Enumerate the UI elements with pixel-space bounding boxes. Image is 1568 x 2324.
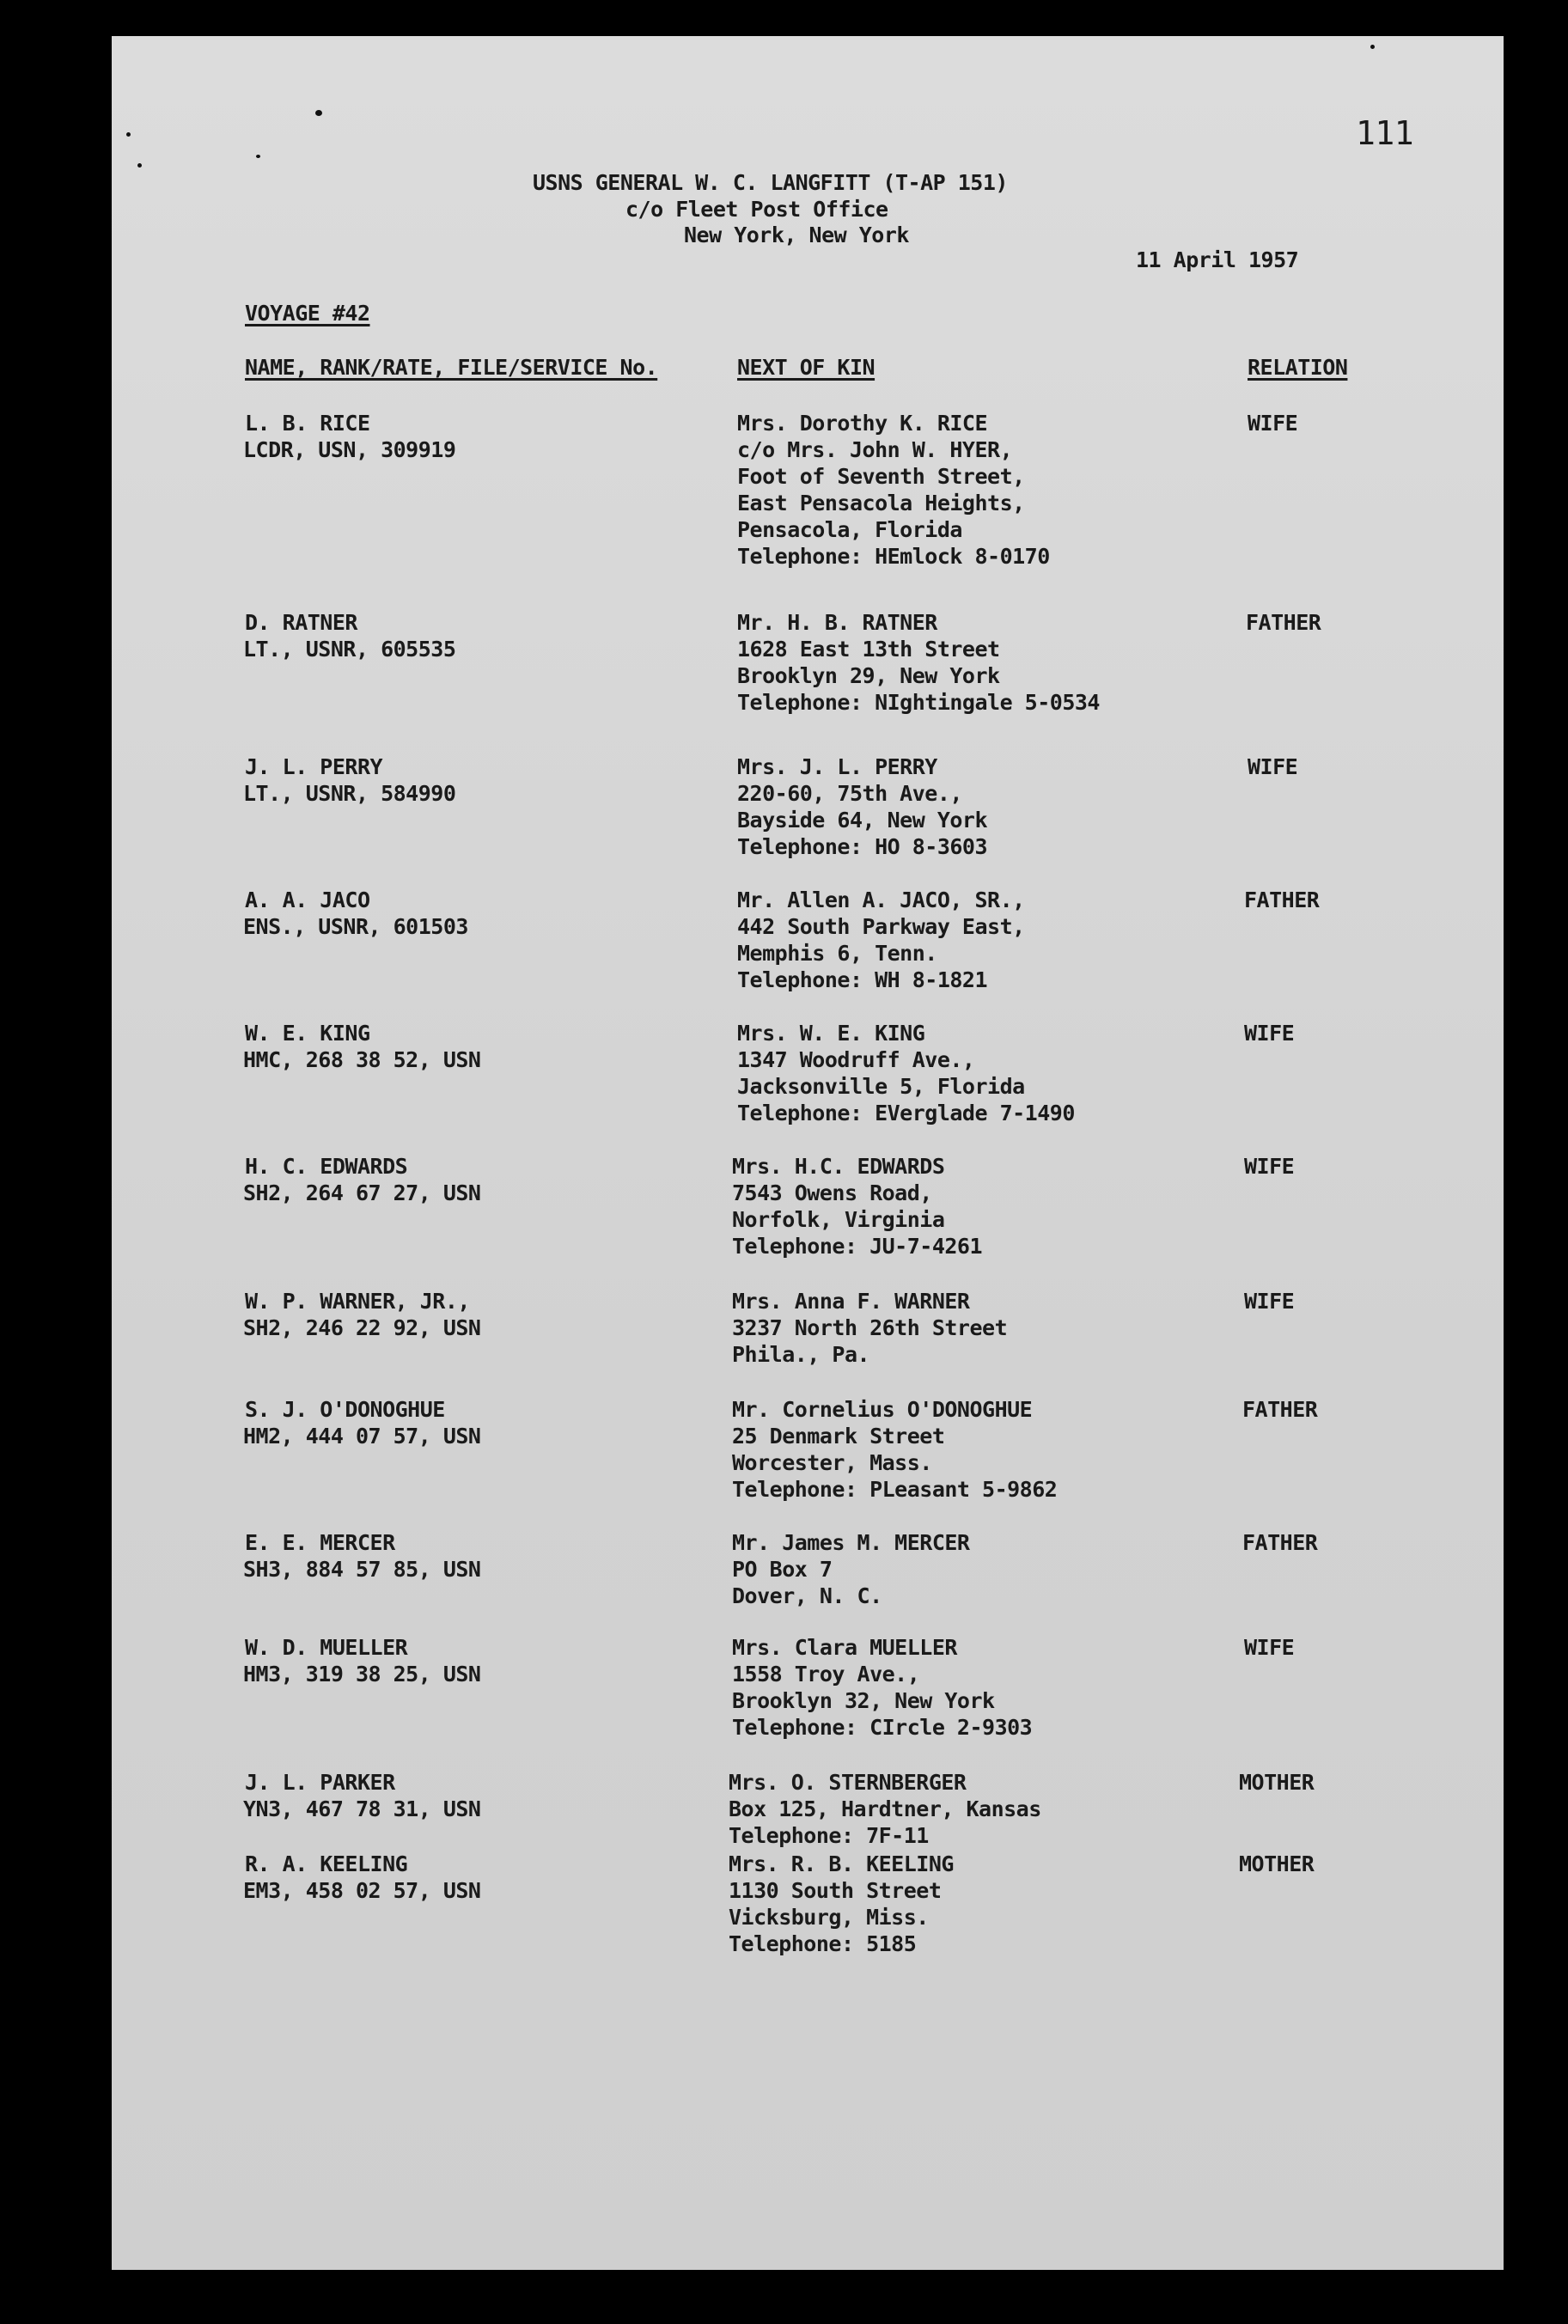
entry-next-of-kin-line: Brooklyn 32, New York [732,1688,995,1713]
entry-next-of-kin-line: Telephone: 5185 [729,1931,917,1956]
entry-next-of-kin-line: Mrs. O. STERNBERGER [729,1770,967,1795]
entry-name: A. A. JACO [245,888,370,912]
entry-next-of-kin-line: Telephone: WH 8-1821 [737,967,988,992]
entry-relation: MOTHER [1239,1851,1315,1876]
entry-next-of-kin-line: Memphis 6, Tenn. [737,941,937,966]
entry-next-of-kin-line: Norfolk, Virginia [732,1207,945,1232]
entry-next-of-kin-line: Brooklyn 29, New York [737,663,1000,688]
entry-relation: WIFE [1244,1289,1295,1314]
entry-rank-service-number: LT., USNR, 605535 [243,637,456,662]
entry-name: S. J. O'DONOGHUE [245,1397,445,1422]
entry-next-of-kin-line: Bayside 64, New York [737,808,988,833]
entry-next-of-kin-line: Vicksburg, Miss. [729,1905,929,1930]
entry-next-of-kin-line: Box 125, Hardtner, Kansas [729,1796,1041,1821]
voyage-heading: VOYAGE #42 [245,301,370,326]
entry-relation: FATHER [1246,610,1321,635]
entry-next-of-kin-line: Telephone: EVerglade 7-1490 [737,1101,1075,1125]
entry-relation: WIFE [1248,411,1298,436]
entry-name: L. B. RICE [245,411,370,436]
entry-relation: WIFE [1248,754,1298,779]
entry-name: R. A. KEELING [245,1851,408,1876]
column-header-next-of-kin: NEXT OF KIN [737,355,876,380]
letterhead-line-3: New York, New York [684,223,909,247]
entry-rank-service-number: LT., USNR, 584990 [243,781,456,806]
entry-next-of-kin-line: Mrs. J. L. PERRY [737,754,937,779]
entry-next-of-kin-line: Phila., Pa. [732,1342,870,1367]
entry-next-of-kin-line: Mr. James M. MERCER [732,1530,970,1555]
entry-next-of-kin-line: Telephone: CIrcle 2-9303 [732,1715,1033,1740]
entry-next-of-kin-line: 1130 South Street [729,1878,942,1903]
entry-next-of-kin-line: Telephone: JU-7-4261 [732,1234,983,1259]
entry-name: H. C. EDWARDS [245,1154,408,1179]
entry-next-of-kin-line: Telephone: 7F-11 [729,1823,929,1848]
entry-next-of-kin-line: East Pensacola Heights, [737,491,1025,515]
entry-next-of-kin-line: Mrs. R. B. KEELING [729,1851,954,1876]
entry-next-of-kin-line: Telephone: HO 8-3603 [737,834,988,859]
entry-name: E. E. MERCER [245,1530,395,1555]
entry-next-of-kin-line: 3237 North 26th Street [732,1315,1008,1340]
entry-next-of-kin-line: 7543 Owens Road, [732,1180,932,1205]
entry-rank-service-number: SH2, 246 22 92, USN [243,1315,481,1340]
entry-next-of-kin-line: Worcester, Mass. [732,1450,932,1475]
entry-next-of-kin-line: Mrs. Clara MUELLER [732,1635,957,1660]
entry-rank-service-number: LCDR, USN, 309919 [243,437,456,462]
entry-next-of-kin-line: PO Box 7 [732,1557,833,1582]
entry-rank-service-number: HMC, 268 38 52, USN [243,1047,481,1072]
entry-next-of-kin-line: Pensacola, Florida [737,517,962,542]
entry-next-of-kin-line: Mrs. Anna F. WARNER [732,1289,970,1314]
entry-name: W. E. KING [245,1021,370,1046]
entry-next-of-kin-line: 1558 Troy Ave., [732,1662,920,1687]
entry-rank-service-number: YN3, 467 78 31, USN [243,1796,481,1821]
entry-next-of-kin-line: 220-60, 75th Ave., [737,781,962,806]
entry-next-of-kin-line: Foot of Seventh Street, [737,464,1025,489]
entry-next-of-kin-line: Telephone: NIghtingale 5-0534 [737,690,1100,715]
letterhead-line-1: USNS GENERAL W. C. LANGFITT (T-AP 151) [533,170,1008,195]
entry-rank-service-number: SH3, 884 57 85, USN [243,1557,481,1582]
entry-name: J. L. PERRY [245,754,383,779]
entry-relation: WIFE [1244,1154,1295,1179]
entry-relation: FATHER [1242,1397,1318,1422]
letterhead-line-2: c/o Fleet Post Office [625,197,888,222]
document-date: 11 April 1957 [1136,247,1299,272]
entry-relation: WIFE [1244,1635,1295,1660]
entry-next-of-kin-line: Mrs. Dorothy K. RICE [737,411,988,436]
entry-next-of-kin-line: 442 South Parkway East, [737,914,1025,939]
entry-rank-service-number: SH2, 264 67 27, USN [243,1180,481,1205]
entry-next-of-kin-line: Mr. Allen A. JACO, SR., [737,888,1025,912]
entry-next-of-kin-line: 25 Denmark Street [732,1424,945,1449]
entry-relation: FATHER [1242,1530,1318,1555]
column-header-relation: RELATION [1248,355,1348,380]
page-number: 111 [1356,114,1414,152]
entry-name: D. RATNER [245,610,357,635]
entry-next-of-kin-line: 1628 East 13th Street [737,637,1000,662]
entry-next-of-kin-line: Mrs. W. E. KING [737,1021,925,1046]
entry-next-of-kin-line: Mr. H. B. RATNER [737,610,937,635]
entry-relation: WIFE [1244,1021,1295,1046]
entry-rank-service-number: HM3, 319 38 25, USN [243,1662,481,1687]
entry-next-of-kin-line: 1347 Woodruff Ave., [737,1047,975,1072]
entry-relation: MOTHER [1239,1770,1315,1795]
entry-next-of-kin-line: Mr. Cornelius O'DONOGHUE [732,1397,1033,1422]
entry-name: J. L. PARKER [245,1770,395,1795]
entry-rank-service-number: HM2, 444 07 57, USN [243,1424,481,1449]
entry-next-of-kin-line: Telephone: HEmlock 8-0170 [737,544,1050,569]
entry-name: W. D. MUELLER [245,1635,408,1660]
entry-next-of-kin-line: Mrs. H.C. EDWARDS [732,1154,945,1179]
entry-rank-service-number: ENS., USNR, 601503 [243,914,468,939]
entry-next-of-kin-line: Jacksonville 5, Florida [737,1074,1025,1099]
entry-next-of-kin-line: Dover, N. C. [732,1583,882,1608]
document-page [112,36,1504,2270]
entry-rank-service-number: EM3, 458 02 57, USN [243,1878,481,1903]
entry-relation: FATHER [1244,888,1320,912]
entry-name: W. P. WARNER, JR., [245,1289,470,1314]
column-header-name: NAME, RANK/RATE, FILE/SERVICE No. [245,355,658,380]
entry-next-of-kin-line: Telephone: PLeasant 5-9862 [732,1477,1058,1502]
entry-next-of-kin-line: c/o Mrs. John W. HYER, [737,437,1013,462]
